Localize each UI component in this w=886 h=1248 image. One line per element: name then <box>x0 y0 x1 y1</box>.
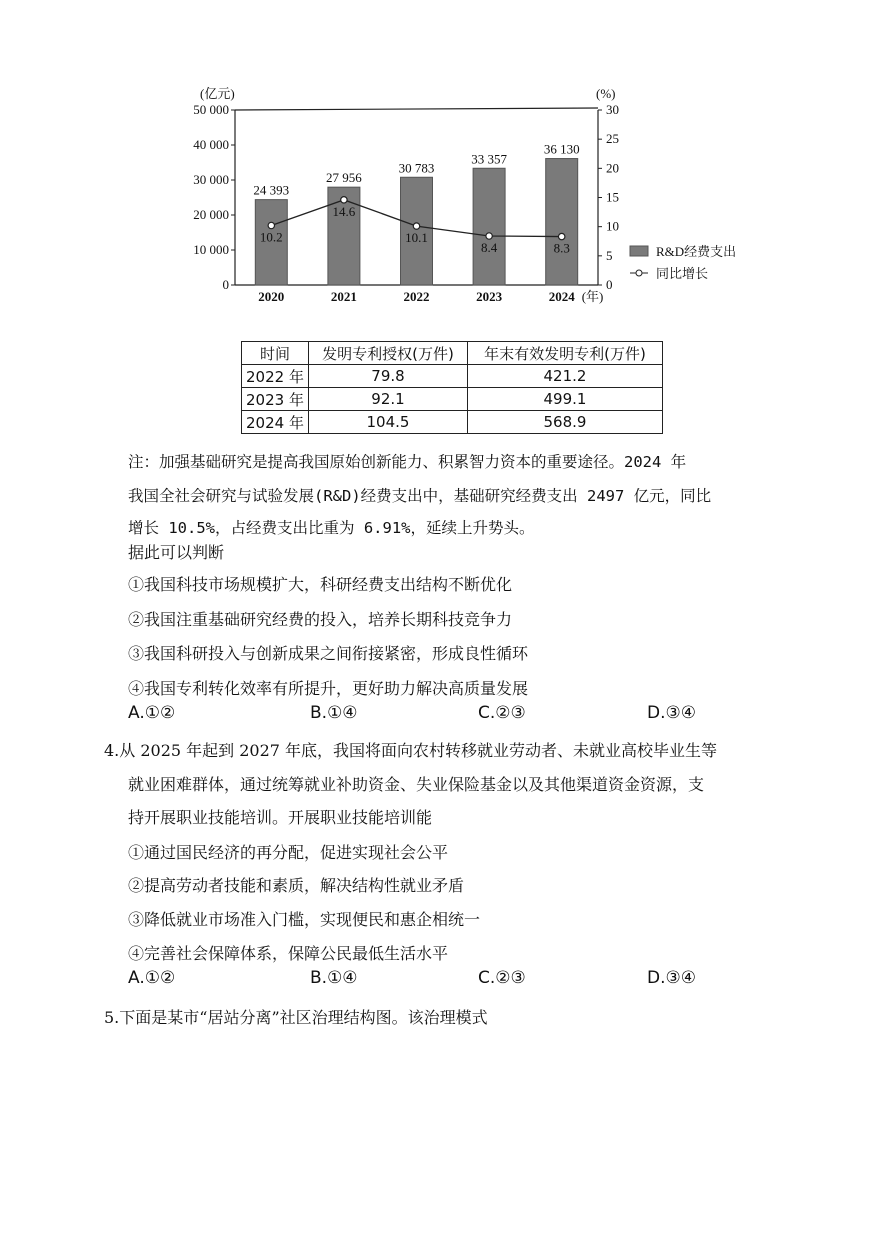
table-cell: 104.5 <box>309 411 468 434</box>
note-line: 我国全社会研究与试验发展(R&D)经费支出中，基础研究经费支出 2497 亿元，同比 <box>128 487 712 505</box>
table-row <box>242 411 663 434</box>
choice-a[interactable]: A.①② <box>128 703 176 723</box>
legend-label: R&D经费支出 <box>656 244 737 259</box>
table-header: 时间 <box>242 342 309 365</box>
x-axis-unit: (年) <box>581 289 604 304</box>
growth-point <box>341 197 347 203</box>
right-tick-label: 0 <box>606 277 613 292</box>
bar-value-label: 30 783 <box>398 160 435 176</box>
rd-expenditure-chart <box>190 80 770 310</box>
bar-value-label: 36 130 <box>543 141 580 157</box>
choice-a[interactable]: A.①② <box>128 968 176 988</box>
table-header: 发明专利授权(万件) <box>309 342 468 365</box>
right-tick-label: 5 <box>606 247 613 263</box>
right-tick-label: 10 <box>606 218 619 234</box>
left-tick-label: 20 000 <box>193 207 229 222</box>
choice-c[interactable]: C.②③ <box>478 703 526 723</box>
table-cell: 79.8 <box>309 365 468 388</box>
table-cell: 499.1 <box>468 388 663 411</box>
note-line: 注：加强基础研究是提高我国原始创新能力、积累智力资本的重要途径。2024 年 <box>128 453 687 471</box>
growth-value-label: 8.4 <box>480 240 498 255</box>
left-tick-label: 0 <box>222 277 229 292</box>
patent-table <box>241 341 663 434</box>
x-tick-label: 2020 <box>258 289 285 304</box>
top-frame-line <box>235 108 598 110</box>
table-cell: 421.2 <box>468 365 663 388</box>
answer-statement: ④完善社会保障体系，保障公民最低生活水平 <box>128 944 449 963</box>
bar-series <box>253 142 579 285</box>
table-cell: 2023 年 <box>242 388 309 411</box>
table-row <box>242 388 663 411</box>
question-text: 就业困难群体，通过统筹就业补助资金、失业保险基金以及其他渠道资金资源，支 <box>128 775 705 794</box>
answer-statement: ①通过国民经济的再分配，促进实现社会公平 <box>128 843 449 862</box>
table-row <box>242 365 663 388</box>
growth-value-label: 10.2 <box>259 229 283 245</box>
left-tick-label: 40 000 <box>193 137 229 152</box>
table-cell: 568.9 <box>468 411 663 434</box>
left-tick-label: 30 000 <box>193 172 229 187</box>
table-header-row <box>242 342 663 365</box>
left-tick-label: 10 000 <box>193 242 229 257</box>
answer-statement: ④我国专利转化效率有所提升，更好助力解决高质量发展 <box>128 679 529 698</box>
growth-value-label: 14.6 <box>332 203 356 219</box>
right-tick-label: 25 <box>606 131 619 147</box>
right-axis-unit: (%) <box>596 86 616 101</box>
table-header: 年末有效发明专利(万件) <box>468 342 663 365</box>
growth-point <box>413 223 419 229</box>
bar <box>473 168 505 285</box>
x-tick-label: 2021 <box>330 289 357 304</box>
choice-b[interactable]: B.①④ <box>310 703 358 723</box>
growth-value-label: 8.3 <box>553 240 570 256</box>
bar-value-label: 24 393 <box>253 182 290 198</box>
answer-statement: ①我国科技市场规模扩大，科研经费支出结构不断优化 <box>128 575 513 594</box>
growth-point <box>268 222 274 228</box>
right-tick-label: 20 <box>606 160 619 176</box>
x-axis-labels <box>258 289 603 304</box>
right-axis-ticks <box>598 102 619 292</box>
growth-point <box>486 233 492 239</box>
choice-d[interactable]: D.③④ <box>647 703 696 723</box>
table-cell: 92.1 <box>309 388 468 411</box>
legend-bar-swatch <box>630 246 648 256</box>
answer-statement: ②我国注重基础研究经费的投入，培养长期科技竞争力 <box>128 610 513 629</box>
left-axis-ticks <box>193 102 235 292</box>
question-text: 4.从 2025 年起到 2027 年底，我国将面向农村转移就业劳动者、未就业高校毕业生等 <box>104 741 718 760</box>
question-text: 5.下面是某市“居站分离”社区治理结构图。该治理模式 <box>104 1008 488 1027</box>
table-cell: 2024 年 <box>242 411 309 434</box>
choice-b[interactable]: B.①④ <box>310 968 358 988</box>
legend-line-marker <box>636 270 642 276</box>
question-stem: 据此可以判断 <box>128 543 225 562</box>
growth-value-label: 10.1 <box>405 230 428 246</box>
note-line: 增长 10.5%，占经费支出比重为 6.91%，延续上升势头。 <box>128 519 535 537</box>
right-tick-label: 30 <box>606 102 619 117</box>
x-tick-label: 2023 <box>476 289 503 304</box>
bar <box>546 159 578 285</box>
answer-statement: ③降低就业市场准入门槛，实现便民和惠企相统一 <box>128 910 481 929</box>
choice-d[interactable]: D.③④ <box>647 968 696 988</box>
x-tick-label: 2024 <box>548 289 575 304</box>
table-cell: 2022 年 <box>242 365 309 388</box>
choice-c[interactable]: C.②③ <box>478 968 526 988</box>
growth-point <box>559 233 565 239</box>
answer-statement: ②提高劳动者技能和素质，解决结构性就业矛盾 <box>128 876 465 895</box>
x-tick-label: 2022 <box>403 289 430 304</box>
question-text: 持开展职业技能培训。开展职业技能培训能 <box>128 808 433 827</box>
legend-label: 同比增长 <box>656 266 709 281</box>
bar-value-label: 33 357 <box>471 151 507 167</box>
bar-value-label: 27 956 <box>326 170 362 186</box>
chart-legend <box>630 244 736 281</box>
right-tick-label: 15 <box>606 189 619 205</box>
left-axis-unit: (亿元) <box>200 86 235 101</box>
left-tick-label: 50 000 <box>193 102 229 117</box>
answer-statement: ③我国科研投入与创新成果之间衔接紧密，形成良性循环 <box>128 644 529 663</box>
